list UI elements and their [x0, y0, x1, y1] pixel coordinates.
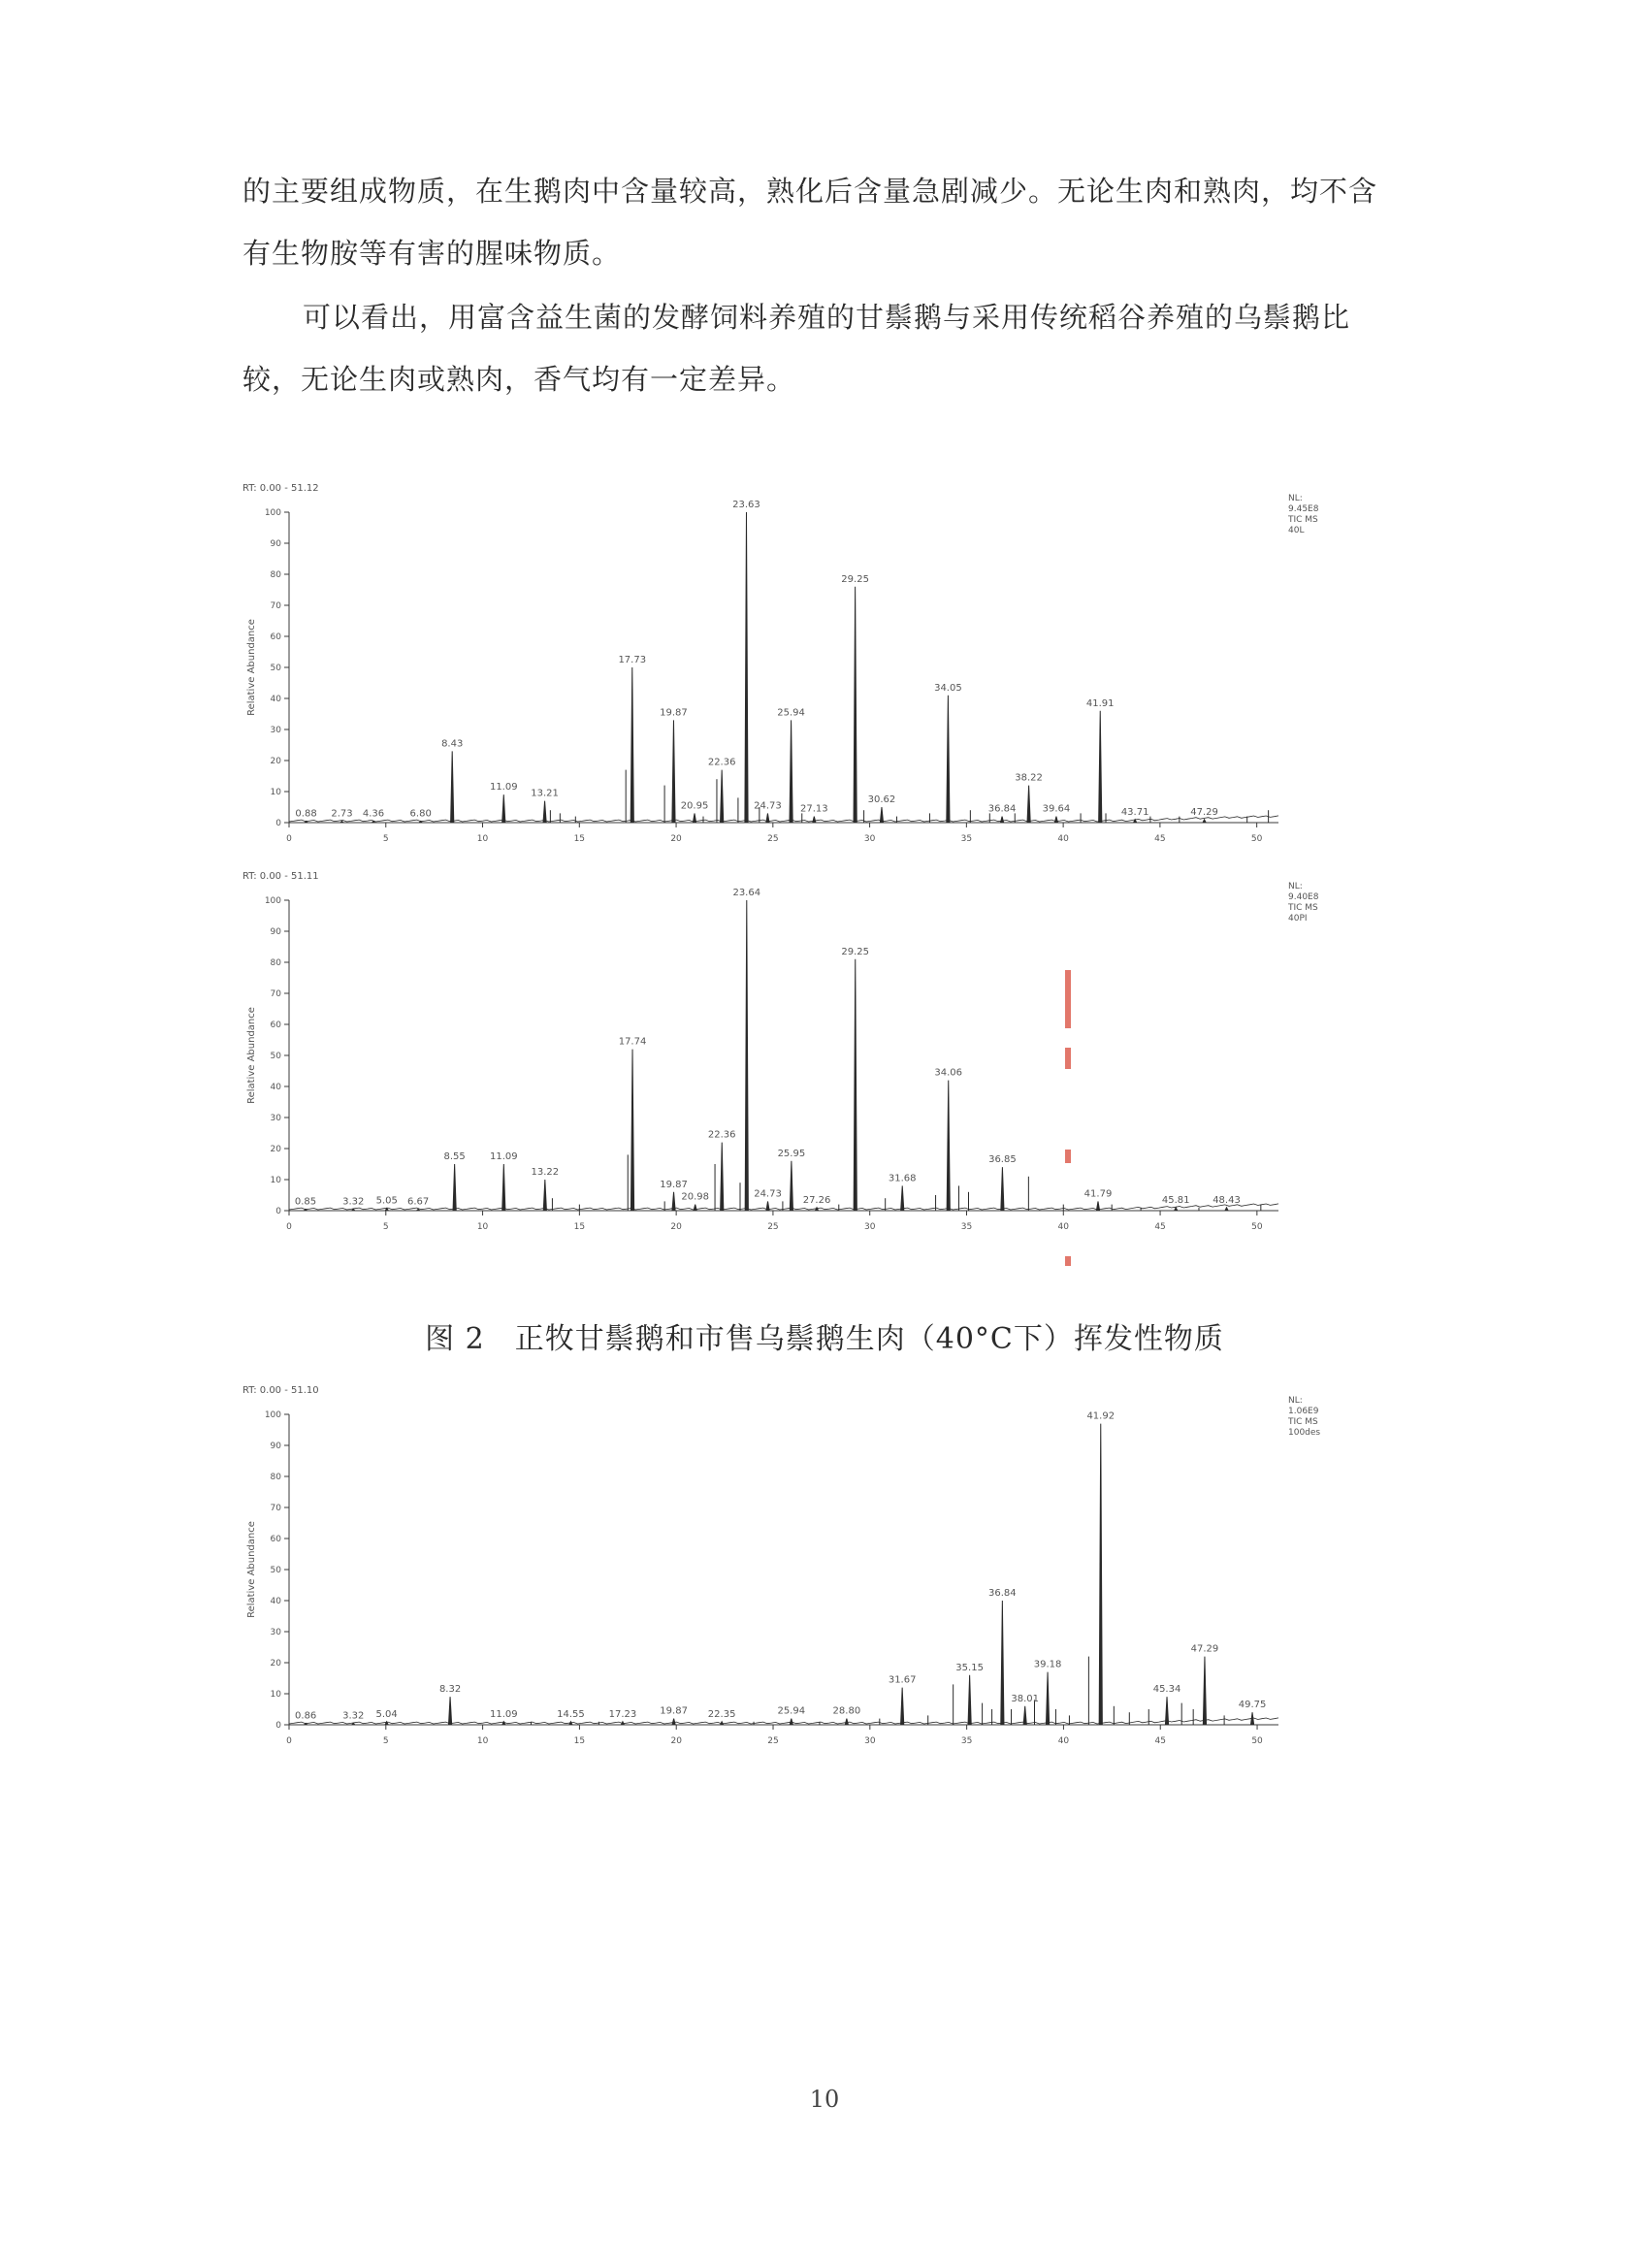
- rt-range-label: RT: 0.00 - 51.11: [242, 871, 319, 882]
- red-edge-mark: [1065, 1048, 1071, 1069]
- y-tick-label: 30: [270, 726, 281, 735]
- y-axis-label: Relative Abundance: [246, 1007, 257, 1104]
- x-tick-label: 0: [286, 1736, 292, 1746]
- peak-label: 22.36: [707, 1129, 736, 1141]
- peak-label: 11.09: [490, 1708, 518, 1720]
- peak-label: 5.05: [375, 1195, 398, 1207]
- nl-info-text: NL:: [1288, 882, 1303, 891]
- x-tick-label: 30: [864, 1736, 876, 1746]
- peak-mark: [672, 720, 675, 823]
- red-edge-mark: [1065, 1256, 1071, 1266]
- peak-label: 41.79: [1083, 1188, 1113, 1200]
- peak-mark: [1165, 1697, 1168, 1725]
- peak-mark: [1001, 1601, 1004, 1725]
- peak-label: 34.06: [934, 1067, 963, 1079]
- peak-mark: [1027, 786, 1030, 823]
- peak-mark: [694, 1205, 696, 1211]
- body-paragraph-2: 可以看出，用富含益生菌的发酵饲料养殖的甘鬃鹅与采用传统稻谷养殖的乌鬃鹅比较，无论生肉或熟肉，香气均有一定差异。: [242, 301, 1351, 396]
- peak-label: 6.67: [406, 1196, 430, 1208]
- x-tick-label: 20: [670, 1222, 682, 1232]
- x-tick-label: 5: [382, 1736, 389, 1746]
- peak-mark: [854, 587, 857, 823]
- y-tick-label: 100: [264, 508, 281, 518]
- y-tick-label: 90: [270, 1442, 281, 1451]
- x-tick-label: 30: [863, 1222, 876, 1232]
- peak-label: 45.81: [1161, 1194, 1190, 1206]
- nl-info-text: TIC MS: [1288, 903, 1318, 913]
- peak-label: 19.87: [660, 1705, 688, 1717]
- peak-mark: [630, 1050, 633, 1211]
- peak-mark: [621, 1722, 624, 1725]
- peak-label: 38.22: [1015, 772, 1043, 784]
- y-tick-label: 40: [270, 1597, 281, 1606]
- x-tick-label: 20: [670, 1736, 682, 1746]
- peak-mark: [1203, 820, 1206, 823]
- peak-label: 0.86: [295, 1710, 317, 1722]
- nl-info-text: TIC MS: [1288, 1417, 1318, 1427]
- peak-mark: [1250, 1712, 1253, 1725]
- x-tick-label: 35: [960, 1736, 973, 1746]
- baseline-trace: [289, 1204, 1278, 1210]
- chromatogram-chart-3: [0, 1377, 1649, 1766]
- peak-mark: [352, 1209, 355, 1211]
- peak-label: 36.84: [988, 1588, 1017, 1599]
- nl-info-text: 40PI: [1288, 914, 1308, 923]
- peak-label: 14.55: [557, 1708, 585, 1720]
- peak-label: 19.87: [660, 707, 688, 719]
- peak-label: 48.43: [1212, 1194, 1241, 1206]
- peak-mark: [453, 1164, 456, 1211]
- peak-mark: [448, 1697, 451, 1725]
- x-tick-label: 35: [960, 834, 973, 844]
- peak-mark: [947, 696, 950, 823]
- peak-label: 20.98: [681, 1191, 710, 1203]
- peak-label: 6.80: [409, 808, 432, 820]
- peak-label: 36.85: [988, 1154, 1017, 1166]
- peak-mark: [745, 512, 748, 823]
- y-tick-label: 80: [270, 958, 281, 968]
- peak-label: 2.73: [331, 808, 353, 820]
- peak-label: 36.84: [987, 803, 1017, 815]
- y-axis-label: Relative Abundance: [246, 619, 257, 716]
- peak-label: 22.36: [707, 757, 736, 768]
- peak-mark: [845, 1719, 848, 1725]
- x-tick-label: 20: [670, 834, 682, 844]
- peak-label: 13.21: [531, 788, 559, 799]
- peak-mark: [790, 1161, 792, 1211]
- figure-caption: 图 2 正牧甘鬃鹅和市售乌鬃鹅生肉（40°C下）挥发性物质: [425, 1322, 1224, 1356]
- peak-label: 35.15: [955, 1662, 984, 1673]
- y-tick-label: 70: [270, 1504, 281, 1513]
- y-tick-label: 20: [270, 1659, 281, 1669]
- y-tick-label: 100: [264, 896, 281, 906]
- peak-mark: [854, 959, 857, 1211]
- y-tick-label: 100: [264, 1410, 281, 1420]
- peak-mark: [880, 807, 883, 823]
- x-tick-label: 25: [767, 1222, 779, 1232]
- peak-mark: [1225, 1208, 1228, 1211]
- peak-label: 31.68: [888, 1173, 917, 1184]
- y-tick-label: 60: [270, 1535, 281, 1544]
- y-tick-label: 50: [270, 664, 281, 673]
- peak-mark: [1175, 1208, 1178, 1211]
- peak-label: 8.55: [443, 1151, 466, 1162]
- peak-label: 20.95: [680, 800, 709, 812]
- peak-mark: [693, 813, 695, 823]
- y-tick-label: 40: [270, 695, 281, 704]
- nl-info-text: 40L: [1288, 526, 1305, 535]
- y-tick-label: 90: [270, 539, 281, 549]
- peak-label: 24.73: [754, 800, 782, 812]
- baseline-trace: [289, 1718, 1278, 1724]
- peak-mark: [721, 1143, 724, 1211]
- peak-mark: [502, 1164, 505, 1211]
- peak-label: 24.73: [754, 1188, 782, 1200]
- x-tick-label: 10: [476, 1736, 489, 1746]
- peak-label: 11.09: [490, 1151, 518, 1162]
- nl-info-text: 100des: [1288, 1428, 1321, 1438]
- peak-label: 27.26: [802, 1194, 831, 1206]
- y-tick-label: 0: [275, 1721, 281, 1731]
- peak-mark: [1054, 817, 1057, 823]
- peak-label: 11.09: [489, 782, 518, 794]
- peak-label: 25.94: [777, 707, 805, 719]
- y-tick-label: 80: [270, 570, 281, 580]
- x-tick-label: 45: [1154, 834, 1166, 844]
- peak-label: 0.88: [295, 808, 317, 820]
- page-number: 10: [809, 2086, 840, 2113]
- y-tick-label: 40: [270, 1083, 281, 1092]
- chromatogram-chart-1: [0, 475, 1649, 863]
- peak-label: 25.94: [777, 1705, 806, 1717]
- y-tick-label: 30: [270, 1114, 281, 1123]
- peak-mark: [417, 1209, 420, 1211]
- x-tick-label: 30: [863, 834, 876, 844]
- peak-label: 13.22: [531, 1167, 560, 1178]
- peak-mark: [947, 1081, 950, 1211]
- x-tick-label: 5: [382, 1222, 389, 1232]
- peak-mark: [790, 1719, 792, 1725]
- peak-mark: [1001, 1167, 1004, 1211]
- x-tick-label: 50: [1251, 1736, 1263, 1746]
- peak-mark: [1096, 1201, 1099, 1211]
- x-tick-label: 15: [573, 1222, 586, 1232]
- x-tick-label: 10: [476, 834, 489, 844]
- x-tick-label: 25: [767, 1736, 779, 1746]
- x-tick-label: 40: [1057, 1736, 1070, 1746]
- y-tick-label: 10: [270, 788, 281, 797]
- x-tick-label: 5: [382, 834, 389, 844]
- peak-mark: [1046, 1672, 1049, 1725]
- peak-label: 28.80: [832, 1705, 861, 1717]
- x-tick-label: 40: [1057, 1222, 1070, 1232]
- peak-mark: [1000, 817, 1003, 823]
- peak-label: 23.63: [732, 500, 760, 510]
- peak-label: 47.29: [1190, 806, 1218, 818]
- body-paragraph-1: 的主要组成物质，在生鹅肉中含量较高，熟化后含量急剧减少。无论生肉和熟肉，均不含有生物胺等有害的腥味物质。: [242, 175, 1378, 270]
- peak-label: 8.43: [441, 738, 464, 750]
- nl-info-text: NL:: [1288, 1396, 1303, 1406]
- y-tick-label: 70: [270, 601, 281, 611]
- peak-mark: [502, 794, 505, 823]
- peak-label: 39.18: [1033, 1659, 1062, 1670]
- peak-mark: [672, 1719, 675, 1725]
- peak-label: 49.75: [1238, 1700, 1267, 1711]
- peak-label: 29.25: [841, 946, 870, 957]
- chromatogram-chart-2: [0, 863, 1649, 1251]
- peak-label: 0.85: [294, 1196, 317, 1208]
- peak-label: 41.92: [1086, 1410, 1116, 1422]
- peak-mark: [630, 667, 633, 823]
- x-tick-label: 15: [573, 1736, 586, 1746]
- y-tick-label: 90: [270, 927, 281, 937]
- y-tick-label: 80: [270, 1473, 281, 1482]
- y-tick-label: 20: [270, 757, 281, 766]
- peak-mark: [352, 1723, 355, 1725]
- peak-label: 47.29: [1190, 1643, 1219, 1655]
- y-tick-label: 0: [275, 819, 281, 828]
- peak-mark: [1203, 1657, 1206, 1725]
- peak-mark: [721, 1722, 724, 1725]
- y-tick-label: 70: [270, 989, 281, 999]
- peak-label: 25.95: [777, 1148, 806, 1159]
- peak-label: 3.32: [342, 1196, 365, 1208]
- peak-label: 38.01: [1011, 1693, 1040, 1704]
- peak-mark: [766, 813, 769, 823]
- peak-mark: [813, 817, 816, 823]
- x-tick-label: 45: [1154, 1736, 1166, 1746]
- peak-mark: [1099, 1424, 1102, 1725]
- peak-mark: [543, 801, 546, 823]
- rt-range-label: RT: 0.00 - 51.12: [242, 483, 319, 494]
- y-tick-label: 20: [270, 1145, 281, 1154]
- peak-label: 3.32: [342, 1710, 365, 1722]
- peak-label: 17.73: [618, 655, 647, 665]
- x-tick-label: 45: [1154, 1222, 1166, 1232]
- y-tick-label: 30: [270, 1628, 281, 1637]
- peak-label: 22.35: [707, 1708, 736, 1720]
- red-edge-mark: [1065, 1150, 1071, 1163]
- peak-mark: [745, 900, 748, 1211]
- peak-mark: [1023, 1706, 1026, 1725]
- x-tick-label: 0: [286, 834, 292, 844]
- y-tick-label: 60: [270, 632, 281, 642]
- y-axis-label: Relative Abundance: [246, 1521, 257, 1618]
- rt-range-label: RT: 0.00 - 51.10: [242, 1385, 319, 1396]
- peak-mark: [340, 821, 343, 823]
- peak-label: 41.91: [1085, 697, 1115, 709]
- peak-label: 17.23: [608, 1708, 637, 1720]
- peak-label: 17.74: [618, 1036, 647, 1048]
- x-tick-label: 25: [767, 834, 779, 844]
- peak-label: 43.71: [1120, 806, 1149, 818]
- peak-label: 34.05: [934, 682, 962, 694]
- peak-mark: [766, 1201, 769, 1211]
- peak-label: 39.64: [1042, 803, 1071, 815]
- peak-label: 19.87: [660, 1179, 688, 1190]
- y-tick-label: 50: [270, 1052, 281, 1061]
- peak-mark: [721, 770, 724, 823]
- x-tick-label: 35: [960, 1222, 973, 1232]
- x-tick-label: 0: [286, 1222, 292, 1232]
- peak-label: 5.04: [375, 1708, 398, 1720]
- peak-mark: [543, 1180, 546, 1211]
- peak-label: 45.34: [1152, 1684, 1181, 1696]
- peak-label: 29.25: [841, 573, 869, 585]
- peak-label: 8.32: [438, 1684, 462, 1696]
- peak-mark: [451, 751, 454, 823]
- peak-mark: [1099, 711, 1102, 823]
- peak-mark: [968, 1675, 971, 1725]
- y-tick-label: 0: [275, 1207, 281, 1216]
- nl-info-text: 9.40E8: [1288, 892, 1319, 902]
- x-tick-label: 50: [1251, 1222, 1263, 1232]
- y-tick-label: 10: [270, 1690, 281, 1700]
- nl-info-text: 1.06E9: [1288, 1407, 1319, 1416]
- peak-label: 30.62: [867, 794, 896, 805]
- x-tick-label: 40: [1057, 834, 1069, 844]
- nl-info-text: NL:: [1288, 494, 1303, 503]
- x-tick-label: 50: [1250, 834, 1263, 844]
- peak-mark: [672, 1192, 675, 1211]
- peak-label: 23.64: [732, 888, 761, 898]
- x-tick-label: 15: [573, 834, 586, 844]
- y-tick-label: 60: [270, 1021, 281, 1030]
- y-tick-label: 10: [270, 1176, 281, 1185]
- peak-label: 31.67: [888, 1674, 917, 1686]
- peak-label: 4.36: [362, 808, 385, 820]
- nl-info-text: 9.45E8: [1288, 504, 1319, 514]
- peak-label: 27.13: [800, 803, 828, 815]
- peak-mark: [901, 1688, 904, 1725]
- red-edge-mark: [1065, 970, 1071, 1028]
- nl-info-text: TIC MS: [1288, 515, 1318, 525]
- x-tick-label: 10: [476, 1222, 489, 1232]
- peak-mark: [901, 1185, 904, 1211]
- y-tick-label: 50: [270, 1566, 281, 1575]
- peak-mark: [790, 720, 792, 823]
